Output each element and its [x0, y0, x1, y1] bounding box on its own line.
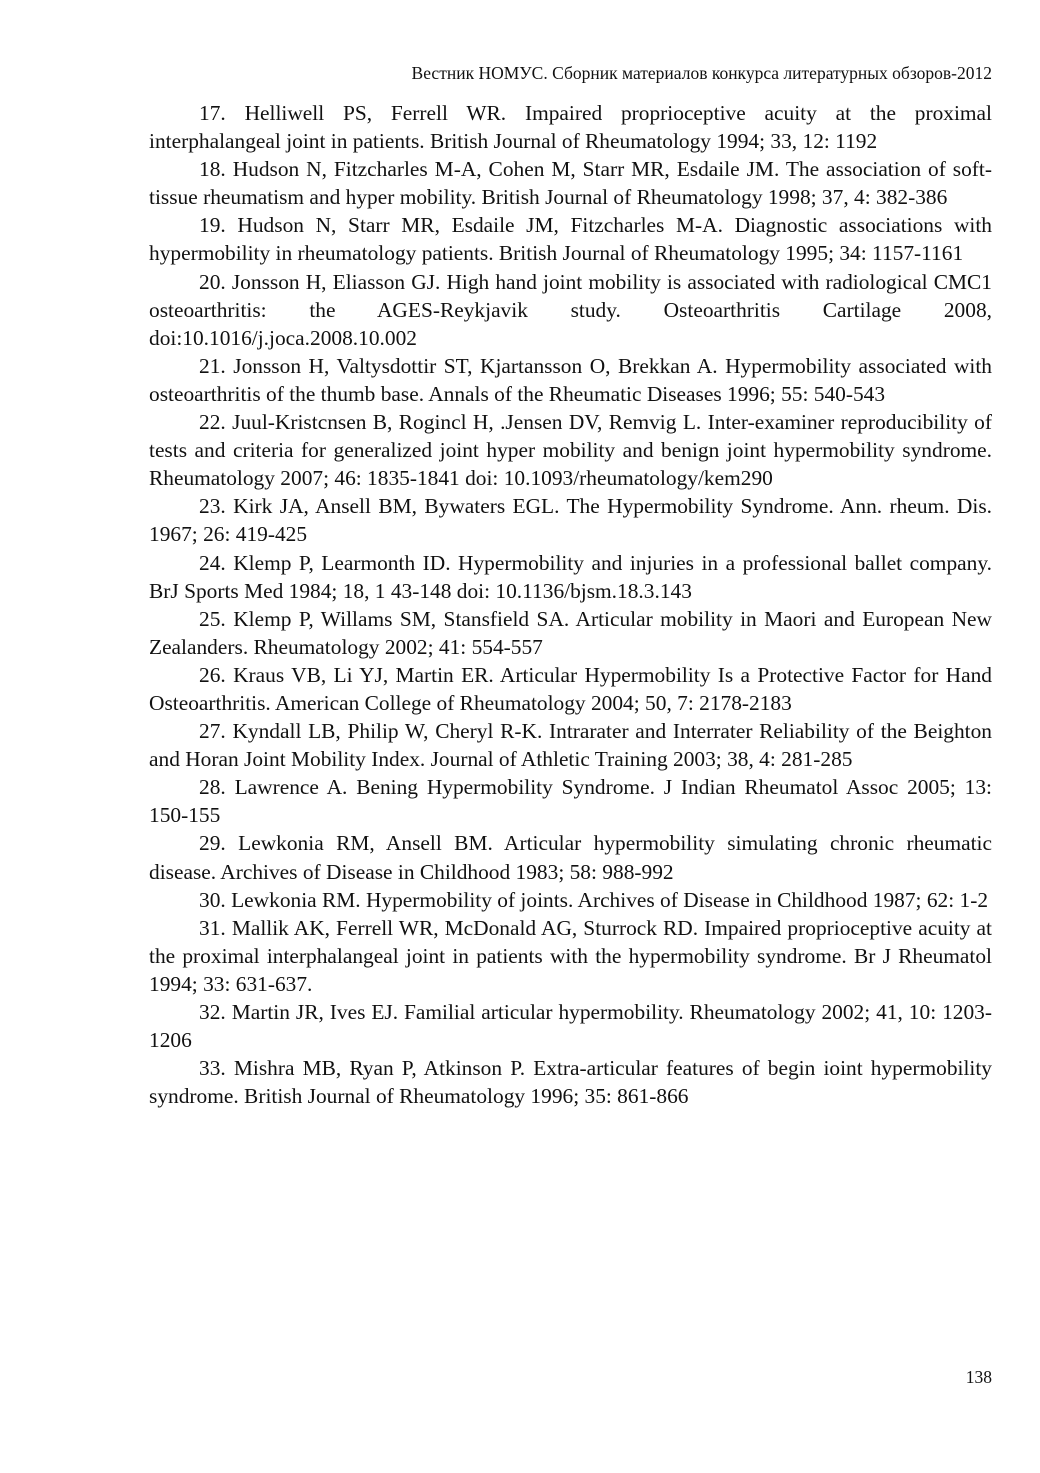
reference-text: Juul-Kristcnsen B, Rogincl H, .Jensen DV, Remvig L. Inter-examiner reproducibility of tests and criteria for generalized joint hyper mobility and benign joint hypermobility syndrome. Rheumatology 2007; 46: 1835-1841 doi: 10.1093/rheumatology/kem290 [149, 410, 992, 491]
reference-number: 25. [199, 606, 226, 631]
reference-number: 26. [199, 662, 226, 687]
reference-number: 31. [199, 915, 226, 940]
reference-text: Klemp P, Learmonth ID. Hypermobility and injuries in a professional ballet company. BrJ Sports Med 1984; 18, 1 43-148 doi: 10.1136/bjsm.18.3.143 [149, 550, 992, 603]
reference-item [149, 492, 992, 548]
reference-text: Kyndall LB, Philip W, Cheryl R-K. Intrarater and Interrater Reliability of the Beighton and Horan Joint Mobility Index. Journal of Athletic Training 2003; 38, 4: 281-285 [149, 719, 992, 772]
reference-number: 24. [199, 550, 226, 575]
reference-number: 33. [199, 1056, 226, 1081]
reference-number: 29. [199, 831, 226, 856]
reference-text: Mishra MB, Ryan P, Atkinson P. Extra-articular features of begin ioint hypermobility syndrome. British Journal of Rheumatology 1996; 35: 861-866 [149, 1056, 992, 1109]
reference-number: 30. [199, 887, 226, 912]
reference-item [149, 211, 992, 267]
reference-item [149, 268, 992, 352]
reference-number: 27. [199, 719, 226, 744]
reference-text: Hudson N, Starr MR, Esdaile JM, Fitzcharles M-A. Diagnostic associations with hypermobility in rheumatology patients. British Journal of Rheumatology 1995; 34: 1157-1161 [149, 213, 992, 266]
reference-number: 28. [199, 775, 226, 800]
reference-text: Kraus VB, Li YJ, Martin ER. Articular Hypermobility Is a Protective Factor for Hand Osteoarthritis. American College of Rheumatology 2004; 50, 7: 2178-2183 [149, 662, 992, 715]
reference-item [149, 661, 992, 717]
reference-text: Lewkonia RM. Hypermobility of joints. Archives of Disease in Childhood 1987; 62: 1-2 [231, 887, 989, 912]
reference-list [149, 99, 992, 1110]
reference-text: Helliwell PS, Ferrell WR. Impaired proprioceptive acuity at the proximal interphalangeal joint in patients. British Journal of Rheumatology 1994; 33, 12: 1192 [149, 101, 992, 154]
reference-item [149, 998, 992, 1054]
reference-text: Martin JR, Ives EJ. Familial articular hypermobility. Rheumatology 2002; 41, 10: 1203-1206 [149, 1000, 992, 1053]
reference-item [149, 352, 992, 408]
reference-item [149, 717, 992, 773]
reference-text: Mallik AK, Ferrell WR, McDonald AG, Sturrock RD. Impaired proprioceptive acuity at the proximal interphalangeal joint in patients with the hypermobility syndrome. Br J Rheumatol 1994; 33: 631-637. [149, 915, 992, 996]
reference-text: Jonsson H, Eliasson GJ. High hand joint mobility is associated with radiological CMC1 osteoarthritis: the AGES-Reykjavik study. Osteoarthritis Cartilage 2008, doi:10.1016/j.joca.2008.10.002 [149, 269, 992, 350]
reference-text: Lewkonia RM, Ansell BM. Articular hypermobility simulating chronic rheumatic disease. Archives of Disease in Childhood 1983; 58: 988-992 [149, 831, 992, 884]
reference-item [149, 886, 992, 914]
reference-text: Kirk JA, Ansell BM, Bywaters EGL. The Hypermobility Syndrome. Ann. rheum. Dis. 1967; 26: 419-425 [149, 494, 992, 547]
reference-item [149, 773, 992, 829]
page-number: 138 [965, 1367, 992, 1387]
reference-item [149, 155, 992, 211]
reference-number: 17. [199, 101, 226, 125]
reference-item [149, 914, 992, 998]
reference-item [149, 829, 992, 885]
reference-text: Klemp P, Willams SM, Stansfield SA. Articular mobility in Maori and European New Zealanders. Rheumatology 2002; 41: 554-557 [149, 606, 992, 659]
reference-number: 32. [199, 1000, 226, 1024]
reference-number: 20. [199, 269, 226, 294]
reference-number: 22. [199, 410, 226, 435]
reference-number: 19. [199, 213, 226, 238]
reference-number: 18. [199, 157, 226, 182]
running-header: Вестник НОМУС. Сборник материалов конкурса литературных обзоров-2012 [411, 63, 992, 83]
reference-item [149, 408, 992, 492]
reference-item [149, 605, 992, 661]
reference-text: Hudson N, Fitzcharles M-A, Cohen M, Starr MR, Esdaile JM. The association of soft-tissue rheumatism and hyper mobility. British Journal of Rheumatology 1998; 37, 4: 382-386 [149, 157, 992, 210]
reference-text: Lawrence A. Bening Hypermobility Syndrome. J Indian Rheumatol Assoc 2005; 13: 150-155 [149, 775, 992, 828]
reference-item [149, 549, 992, 605]
reference-number: 21. [199, 353, 226, 378]
reference-item [149, 1054, 992, 1110]
reference-item [149, 99, 992, 155]
reference-text: Jonsson H, Valtysdottir ST, Kjartansson O, Brekkan A. Hypermobility associated with osteoarthritis of the thumb base. Annals of the Rheumatic Diseases 1996; 55: 540-543 [149, 353, 992, 406]
reference-number: 23. [199, 494, 226, 519]
